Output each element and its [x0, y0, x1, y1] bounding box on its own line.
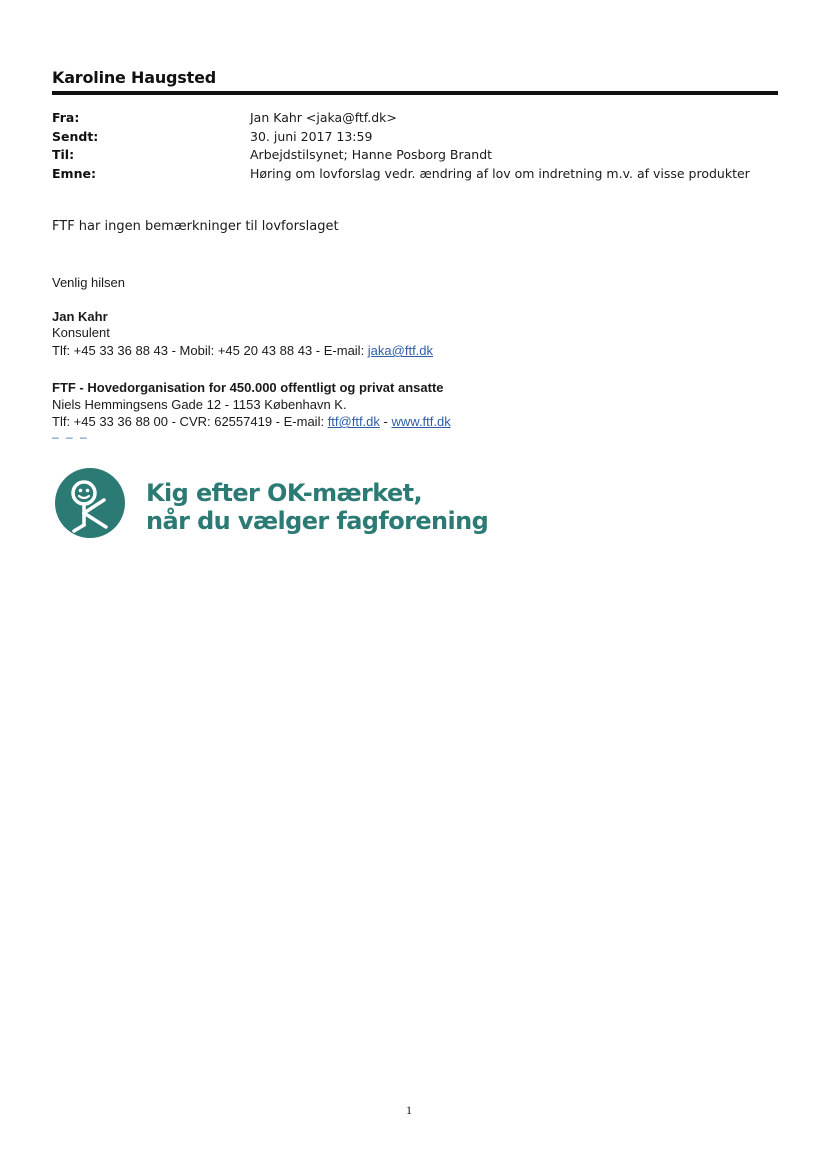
mailbox-owner-name: Karoline Haugsted — [52, 68, 216, 87]
sent-label: Sendt: — [52, 129, 99, 144]
signature-contact-line — [52, 343, 433, 358]
to-label: Til: — [52, 147, 75, 162]
signature-name: Jan Kahr — [52, 309, 108, 324]
sent-value: 30. juni 2017 13:59 — [250, 129, 373, 144]
org-email-link[interactable]: ftf@ftf.dk — [327, 414, 380, 429]
subject-value: Høring om lovforslag vedr. ændring af lov om indretning m.v. af visse produkter — [250, 166, 750, 181]
org-phone-text: Tlf: +45 33 36 88 00 - CVR: 62557419 - E-mail: — [52, 414, 328, 429]
org-separator: - — [379, 414, 392, 429]
message-body: FTF har ingen bemærkninger til lovforslaget — [52, 219, 339, 234]
org-website-link[interactable]: www.ftf.dk — [391, 414, 451, 429]
signature-divider: – – – — [52, 430, 89, 444]
signature-title: Konsulent — [52, 325, 110, 340]
ok-logo-icon[interactable] — [54, 467, 126, 539]
signature-phone-text: Tlf: +45 33 36 88 43 - Mobil: +45 20 43 88 43 - E-mail: — [52, 343, 368, 358]
from-value: Jan Kahr <jaka@ftf.dk> — [250, 110, 397, 125]
signature-email-link[interactable]: jaka@ftf.dk — [367, 343, 434, 358]
org-address: Niels Hemmingsens Gade 12 - 1153 København K. — [52, 397, 347, 412]
banner-slogan-line2[interactable]: når du vælger fagforening — [146, 507, 489, 535]
to-value: Arbejdstilsynet; Hanne Posborg Brandt — [250, 147, 493, 162]
header-divider — [52, 91, 778, 95]
org-contact-line — [52, 414, 451, 429]
org-name: FTF - Hovedorganisation for 450.000 offentligt og privat ansatte — [52, 380, 444, 395]
closing-text: Venlig hilsen — [52, 275, 125, 290]
page-number: 1 — [406, 1103, 412, 1117]
banner-slogan-line1[interactable]: Kig efter OK-mærket, — [146, 479, 423, 507]
from-label: Fra: — [52, 110, 80, 125]
subject-label: Emne: — [52, 166, 96, 181]
